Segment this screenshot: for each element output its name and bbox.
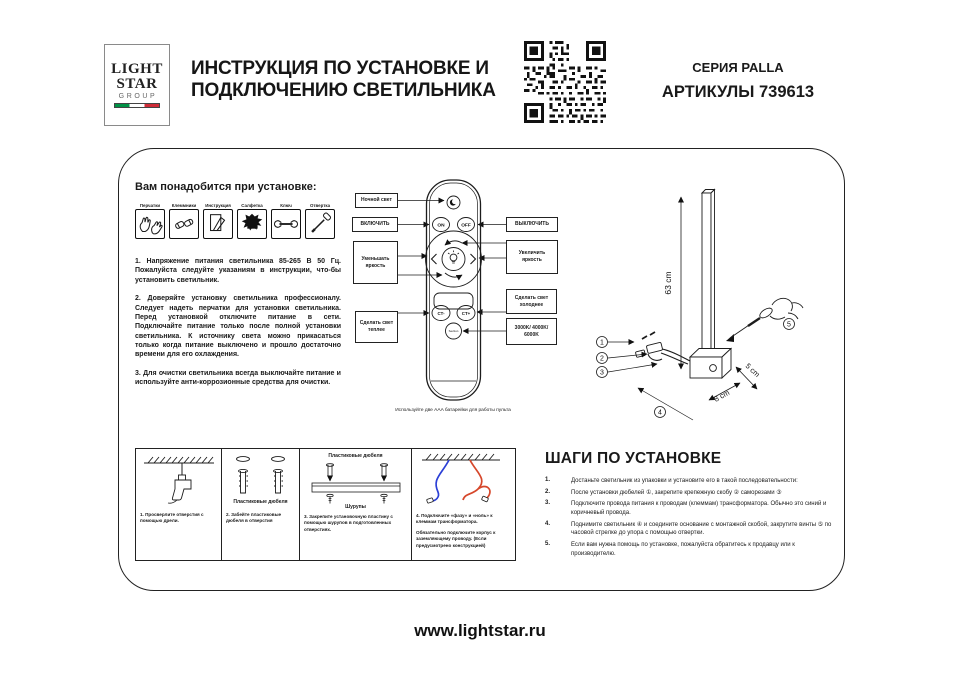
- tool-screwdriver: Отвертка: [305, 202, 335, 239]
- dim-chevron-icon: [432, 254, 437, 264]
- tool-wrench: Ключ: [271, 202, 301, 239]
- tools-heading: Вам понадобится при установке:: [135, 181, 317, 193]
- series-block: [643, 60, 833, 102]
- callout-turn-off: ВЫКЛЮЧИТЬ: [506, 217, 558, 232]
- articles-label: АРТИКУЛЫ 739613: [661, 83, 815, 101]
- tools-row: [135, 202, 335, 239]
- panel-caption: 2. Забейте пластиковые дюбеля в отверстия: [226, 512, 282, 524]
- screws-label: Шурупы: [345, 504, 366, 510]
- panel-wiring: [411, 449, 508, 560]
- section-button: [446, 323, 462, 339]
- svg-text:1: 1: [600, 339, 604, 347]
- dowels-label: Пластиковые дюбеля: [233, 499, 288, 505]
- callout-kelvin: 3000K/ 4000K/ 6000K: [506, 318, 557, 345]
- italian-flag-stripe: [114, 103, 160, 108]
- logo-group: GROUP: [118, 92, 158, 100]
- svg-text:8 cm: 8 cm: [712, 387, 732, 404]
- lamp-base: [690, 349, 731, 379]
- svg-text:ON: ON: [437, 223, 445, 229]
- lamp-bar: [702, 190, 715, 355]
- step-item: 4. Поднимите светильник ④ и соедините основание с монтажной скобой, закрутите винты ⑤ по часовой стрелке до упора с помощью отвертки.: [545, 520, 832, 537]
- safety-notes: [135, 257, 341, 397]
- ct-plus-button: [457, 306, 475, 321]
- steps-list: [545, 477, 841, 562]
- panel-drill: [136, 449, 221, 560]
- bulb-icon: [448, 251, 459, 264]
- dowels-label: Пластиковые дюбеля: [328, 453, 383, 459]
- panel-caption: 3. Закрепите установочную пластину с помощью шурупов в подготовленных отверстиях.: [304, 514, 393, 532]
- website-url: www.lightstar.ru: [414, 621, 546, 640]
- power-wires: [635, 332, 690, 364]
- lightstar-logo: [104, 44, 170, 126]
- svg-text:5 cm: 5 cm: [743, 361, 762, 380]
- terminal-blocks-icon: [170, 210, 198, 238]
- tool-manual: Инструкция: [203, 202, 233, 239]
- cycle-down-arrow-icon: [445, 273, 462, 277]
- qr-code-icon: [524, 41, 606, 123]
- tool-terminals: Клеммники: [169, 202, 199, 239]
- svg-text:OFF: OFF: [461, 223, 471, 229]
- step-item: 2. После установки дюбелей ①, закрепите крепежную скобу ② саморезами ③: [545, 488, 782, 496]
- svg-text:2: 2: [600, 355, 604, 363]
- callout-dim: Уменьшать яркость: [353, 241, 398, 284]
- note-3: 3. Для очистки светильника всегда выключайте питание и используйте анти-коррозионные средства для очистки.: [135, 369, 341, 387]
- note-1: 1. Напряжение питания светильника 85-265 В 50 Гц. Пожалуйста следуйте указаниям в инструкции, что-бы установить светильник.: [135, 258, 341, 284]
- note-2: 2. Доверяйте установку светильника профессионалу. Следует надеть перчатки для установки светильника. Перед установкой отключите питание в сети. Подключайте питание только после полной установки светильника. К источнику света можно прикасаться только когда питание выключено и прошло достаточно времени для его охлаждения.: [135, 295, 341, 359]
- remote-body: [427, 180, 481, 400]
- napkin-icon: [238, 210, 266, 238]
- tool-napkin: Салфетка: [237, 202, 267, 239]
- brighten-chevron-icon: [471, 254, 476, 264]
- cycle-up-arrow-icon: [445, 241, 462, 245]
- tool-gloves: Перчатки: [135, 202, 165, 239]
- on-button: [433, 218, 450, 232]
- plate-sketch: [300, 449, 412, 505]
- svg-text:CT-: CT-: [437, 310, 445, 316]
- ct-minus-button: [432, 306, 450, 321]
- install-panels: [135, 448, 516, 561]
- callout-turn-on: ВКЛЮЧИТЬ: [352, 217, 398, 232]
- brightness-dial: [426, 231, 482, 287]
- svg-text:CT+: CT+: [461, 310, 471, 316]
- gloves-icon: [136, 210, 164, 238]
- panel-dowels: [221, 449, 299, 560]
- blank-key: [434, 293, 473, 309]
- lamp-illustration: [592, 162, 848, 444]
- callout-colder: Сделать свет холоднее: [506, 289, 557, 314]
- step-item: 5. Если вам нужна помощь по установке, пожалуйста обратитесь к продавцу или к производителю.: [545, 541, 795, 557]
- off-button: [458, 218, 475, 232]
- series-label: СЕРИЯ PALLA: [692, 60, 784, 75]
- panel-plate: [299, 449, 411, 560]
- height-dimension: [663, 197, 681, 369]
- svg-text:63 cm: 63 cm: [663, 271, 673, 295]
- svg-text:3: 3: [600, 369, 604, 377]
- svg-text:5: 5: [787, 321, 791, 329]
- panel-caption: 1. Просверлите отверстия с помощью дрели.: [140, 512, 204, 524]
- screwdriver-hand: [726, 298, 803, 342]
- callout-brighten: Увеличить яркость: [506, 240, 558, 274]
- step-item: 1. Достаньте светильник из упаковки и установите его в такой последовательности:: [545, 477, 798, 484]
- svg-text:Section: Section: [448, 329, 459, 334]
- page-title: ИНСТРУКЦИЯ ПО УСТАНОВКЕ И ПОДКЛЮЧЕНИЮ СВЕТИЛЬНИКА: [191, 58, 496, 102]
- panel-caption: 4. Подключите «фазу» и «ноль» к клеммам трансформатора.: [416, 513, 493, 525]
- callout-night-light: Ночной свет: [355, 193, 398, 208]
- remote-caption: Используйте две AAA батарейки для работы пульта: [395, 408, 511, 413]
- callout-lines: [397, 201, 506, 332]
- screwdriver-icon: [306, 210, 334, 238]
- dowels-sketch: [222, 449, 300, 505]
- svg-text:4: 4: [658, 409, 662, 417]
- step-item: 3. Подключите провода питания к проводам (клеммам) трансформатора. Обычно это синий и коричневый провода.: [545, 500, 827, 517]
- wrench-icon: [272, 210, 300, 238]
- callout-warmer: Сделать свет теплее: [355, 311, 398, 343]
- logo-light: LIGHT: [111, 61, 163, 78]
- steps-heading: ШАГИ ПО УСТАНОВКЕ: [545, 450, 722, 467]
- panel-caption-extra: Обязательно подключите корпус к заземляющему проводу. (Если предусмотрено конструкцией): [416, 530, 496, 548]
- logo-star: STAR: [116, 75, 158, 92]
- manual-icon: [204, 210, 232, 238]
- drill-sketch: [136, 449, 221, 509]
- wires-sketch: [412, 449, 509, 511]
- night-light-button: [447, 196, 460, 209]
